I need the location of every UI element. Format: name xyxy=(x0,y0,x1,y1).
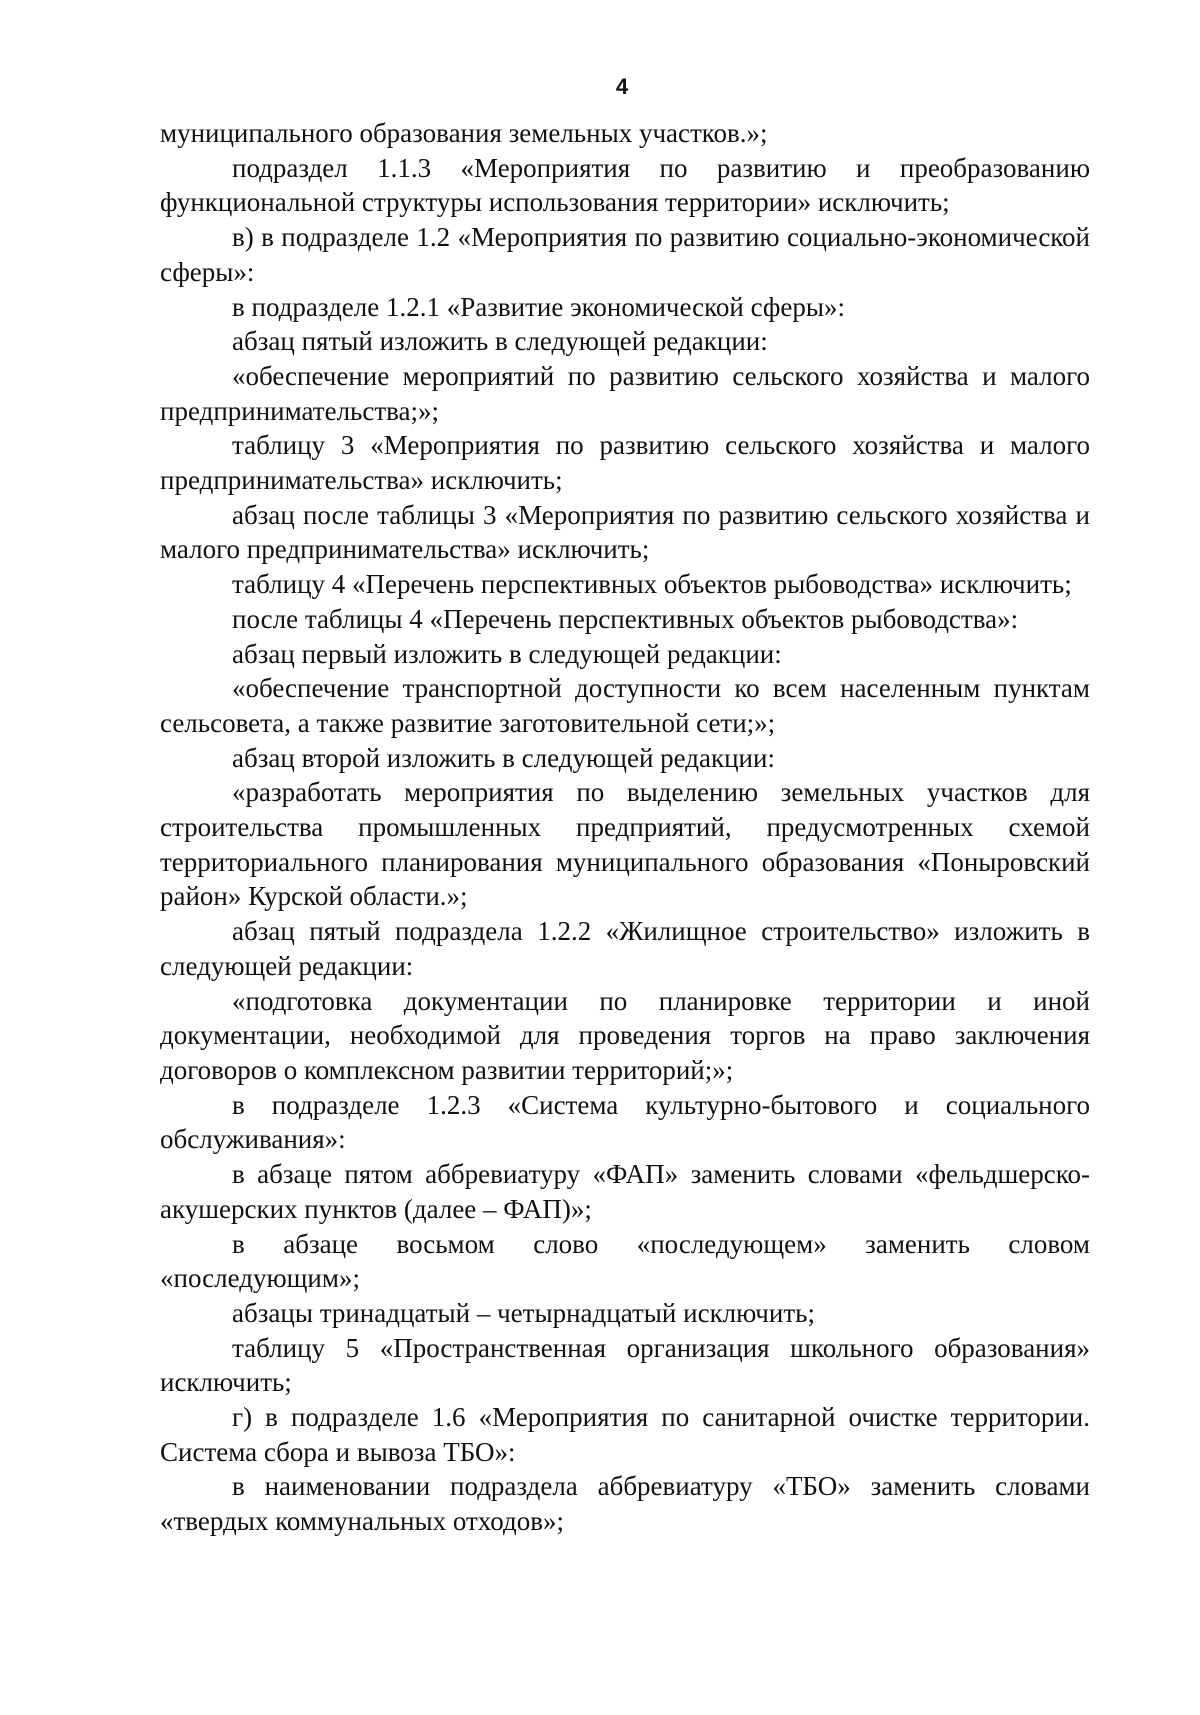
paragraph: таблицу 4 «Перечень перспективных объектов рыбоводства» исключить; xyxy=(232,569,1072,600)
page-number: 4 xyxy=(615,74,629,99)
paragraph: «подготовка документации по планировке территории и иной документации, необходимой для проведения торгов на право заключения договоров о комплексном развитии территорий;»; xyxy=(160,985,1090,1085)
paragraph: «обеспечение транспортной доступности ко всем населенным пунктам сельсовета, а также развитие заготовительной сети;»; xyxy=(160,673,1090,738)
paragraph: г) в подразделе 1.6 «Мероприятия по санитарной очистке территории. Система сбора и вывоза ТБО»: xyxy=(160,1402,1090,1467)
paragraph: абзац второй изложить в следующей редакции: xyxy=(232,742,775,773)
paragraph: абзац пятый подраздела 1.2.2 «Жилищное строительство» изложить в следующей редакции: xyxy=(160,916,1090,981)
paragraph: подраздел 1.1.3 «Мероприятия по развитию и преобразованию функциональной структуры использования территории» исключить; xyxy=(160,152,1090,218)
paragraph: в) в подразделе 1.2 «Мероприятия по развитию социально-экономической сферы»: xyxy=(160,222,1090,287)
paragraph: абзац первый изложить в следующей редакции: xyxy=(232,638,782,669)
paragraph: абзацы тринадцатый – четырнадцатый исключить; xyxy=(232,1297,815,1328)
paragraph: муниципального образования земельных участков.»; xyxy=(160,118,768,148)
document-body xyxy=(160,116,1090,1539)
paragraph: в наименовании подраздела аббревиатуру «ТБО» заменить словами «твердых коммунальных отходов»; xyxy=(160,1471,1090,1537)
paragraph: «обеспечение мероприятий по развитию сельского хозяйства и малого предпринимательства;»; xyxy=(160,360,1090,426)
paragraph: «разработать мероприятия по выделению земельных участков для строительства промышленных предприятий, предусмотренных схемой территориального планирования муниципального образования «Поныровский район» Курской области.»; xyxy=(160,777,1090,912)
paragraph: абзац пятый изложить в следующей редакции: xyxy=(232,326,768,357)
paragraph: абзац после таблицы 3 «Мероприятия по развитию сельского хозяйства и малого предпринимательства» исключить; xyxy=(160,499,1090,565)
paragraph: в подразделе 1.2.1 «Развитие экономической сферы»: xyxy=(232,291,845,322)
paragraph: после таблицы 4 «Перечень перспективных объектов рыбоводства»: xyxy=(232,603,1019,634)
paragraph: в подразделе 1.2.3 «Система культурно-бытового и социального обслуживания»: xyxy=(160,1089,1090,1155)
paragraph: таблицу 3 «Мероприятия по развитию сельского хозяйства и малого предпринимательства» исключить; xyxy=(160,430,1090,496)
paragraph: таблицу 5 «Пространственная организация школьного образования» исключить; xyxy=(160,1332,1090,1398)
paragraph: в абзаце восьмом слово «последующем» заменить словом «последующим»; xyxy=(160,1228,1090,1294)
paragraph: в абзаце пятом аббревиатуру «ФАП» заменить словами «фельдшерско-акушерских пунктов (далее – ФАП)»; xyxy=(160,1159,1090,1224)
